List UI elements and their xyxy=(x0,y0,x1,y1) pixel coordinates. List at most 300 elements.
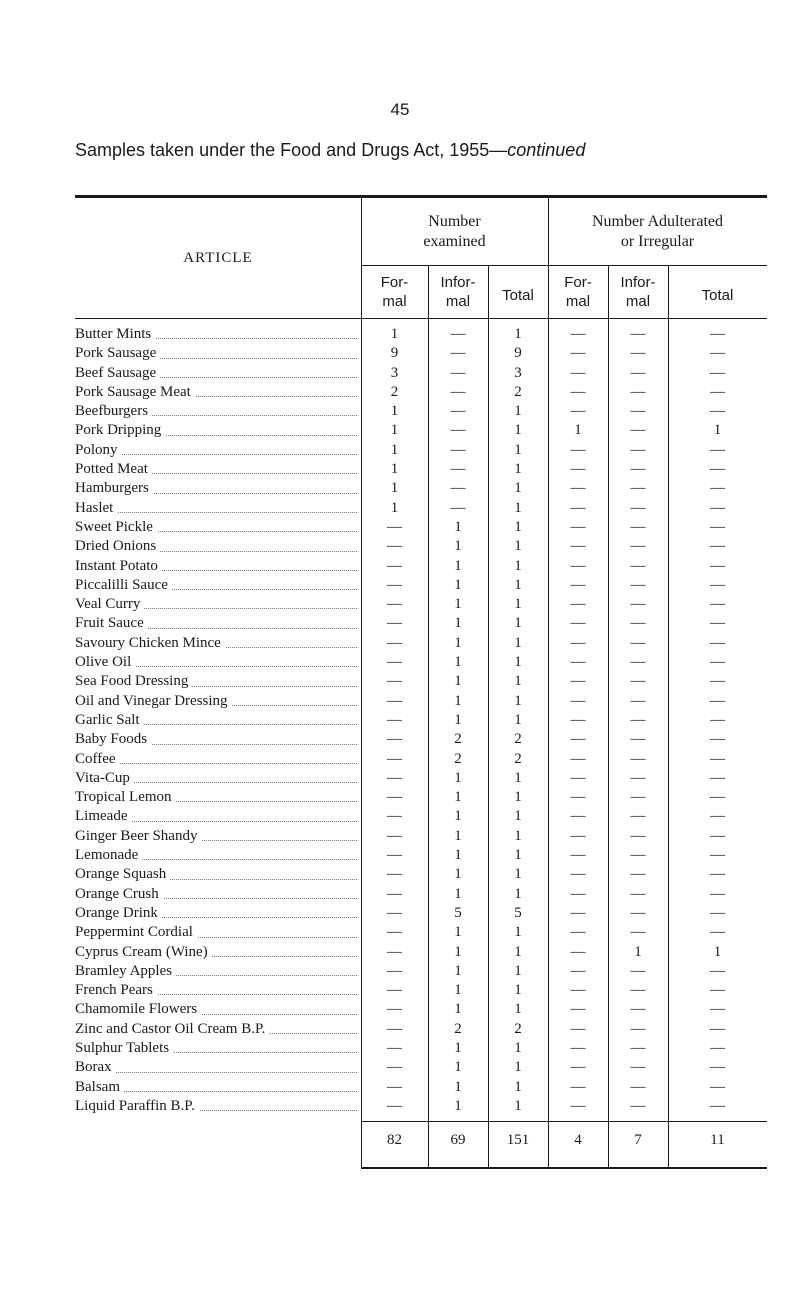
table-row xyxy=(75,672,767,691)
value-cell: — xyxy=(570,557,586,574)
value-cell: 1 xyxy=(514,615,522,632)
value-cell: — xyxy=(570,808,586,825)
value-cell: 2 xyxy=(514,731,522,748)
article-cell xyxy=(75,518,359,537)
value-cell: 1 xyxy=(514,943,522,960)
value-cell: — xyxy=(450,499,466,516)
value-cell: — xyxy=(387,789,402,806)
article-name: Zinc and Castor Oil Cream B.P. xyxy=(75,1021,269,1037)
column-rule xyxy=(548,198,549,1167)
table-row xyxy=(75,344,767,363)
table-row xyxy=(75,537,767,556)
dot-leader xyxy=(75,512,357,513)
value-cell: 1 xyxy=(514,1059,522,1076)
value-cell: — xyxy=(387,634,402,651)
table-row xyxy=(75,1097,767,1116)
table-row xyxy=(75,614,767,633)
value-cell: — xyxy=(387,596,402,613)
table-row xyxy=(75,1020,767,1039)
value-cell: — xyxy=(450,364,466,381)
caption-main: Samples taken under the Food and Drugs Act, 1955 xyxy=(75,140,490,160)
value-cell: — xyxy=(710,924,725,941)
table-row xyxy=(75,865,767,884)
value-cell: — xyxy=(710,1059,725,1076)
examined-header-line2: examined xyxy=(423,232,486,250)
value-cell: — xyxy=(630,1059,646,1076)
value-cell: — xyxy=(630,403,646,420)
article-name: Beef Sausage xyxy=(75,365,160,381)
article-name: Baby Foods xyxy=(75,731,151,747)
value-cell: — xyxy=(570,847,586,864)
value-cell: — xyxy=(570,499,586,516)
value-cell: — xyxy=(570,904,586,921)
sub-header-formal-examined: For- mal xyxy=(380,273,409,310)
value-cell: — xyxy=(570,1020,586,1037)
value-cell: 1 xyxy=(454,518,462,535)
article-cell xyxy=(75,557,359,576)
value-cell: — xyxy=(630,711,646,728)
value-cell: — xyxy=(387,1059,402,1076)
article-name: Haslet xyxy=(75,500,117,516)
article-name: Tropical Lemon xyxy=(75,789,176,805)
value-cell: — xyxy=(570,596,586,613)
value-cell: — xyxy=(710,326,725,342)
article-cell xyxy=(75,904,359,923)
value-cell: 2 xyxy=(390,383,399,400)
article-cell xyxy=(75,981,359,1000)
article-name: Vita-Cup xyxy=(75,770,134,786)
article-cell xyxy=(75,460,359,479)
value-cell: — xyxy=(630,364,646,381)
value-cell: — xyxy=(630,441,646,458)
value-cell: 1 xyxy=(454,654,462,671)
article-name: Sulphur Tablets xyxy=(75,1040,173,1056)
sub-header-informal-adulterated: Infor- mal xyxy=(620,273,656,310)
value-cell: 1 xyxy=(454,634,462,651)
examined-header-line1: Number xyxy=(428,212,481,230)
value-cell: — xyxy=(710,634,725,651)
value-cell: 3 xyxy=(390,364,399,381)
value-cell: — xyxy=(710,403,725,420)
article-name: Beefburgers xyxy=(75,403,152,419)
value-cell: — xyxy=(630,866,646,883)
value-cell: — xyxy=(710,827,725,844)
value-cell: — xyxy=(387,924,402,941)
value-cell: — xyxy=(387,1097,402,1114)
table-row xyxy=(75,460,767,479)
value-cell: 1 xyxy=(454,615,462,632)
table-row xyxy=(75,788,767,807)
value-cell: 1 xyxy=(634,943,642,960)
article-name: Borax xyxy=(75,1059,116,1075)
table-row xyxy=(75,383,767,402)
examined-group-header xyxy=(361,198,548,265)
value-cell: 1 xyxy=(390,403,399,420)
value-cell: — xyxy=(570,576,586,593)
value-cell: — xyxy=(710,982,725,999)
article-name: Pork Sausage Meat xyxy=(75,384,195,400)
value-cell: 1 xyxy=(514,538,522,555)
article-name: Dried Onions xyxy=(75,538,160,554)
value-cell: — xyxy=(710,557,725,574)
value-cell: — xyxy=(630,576,646,593)
article-cell xyxy=(75,614,359,633)
value-cell: — xyxy=(570,345,586,362)
value-cell: — xyxy=(630,596,646,613)
value-cell: 1 xyxy=(514,789,522,806)
table-row xyxy=(75,769,767,788)
table-row xyxy=(75,595,767,614)
value-cell: — xyxy=(570,326,586,342)
table-row xyxy=(75,479,767,498)
value-cell: 1 xyxy=(390,499,399,516)
article-cell xyxy=(75,885,359,904)
value-cell: 3 xyxy=(514,364,522,381)
article-name: Savoury Chicken Mince xyxy=(75,635,225,651)
value-cell: — xyxy=(630,924,646,941)
value-cell: 1 xyxy=(454,576,462,593)
table-row xyxy=(75,499,767,518)
value-cell: — xyxy=(710,673,725,690)
value-cell: — xyxy=(387,847,402,864)
samples-table xyxy=(75,195,767,1148)
article-name: Instant Potato xyxy=(75,558,162,574)
value-cell: — xyxy=(710,769,725,786)
value-cell: — xyxy=(710,383,725,400)
value-cell: 1 xyxy=(454,1059,462,1076)
value-cell: — xyxy=(710,866,725,883)
article-cell xyxy=(75,383,359,402)
value-cell: 1 xyxy=(454,711,462,728)
value-cell: — xyxy=(630,1020,646,1037)
article-name: Pork Dripping xyxy=(75,422,165,438)
value-cell: 1 xyxy=(514,711,522,728)
value-cell: — xyxy=(387,1039,402,1056)
value-cell: — xyxy=(450,422,466,439)
sub-header-formal-adulterated: For- mal xyxy=(564,273,592,310)
value-cell: 1 xyxy=(454,1001,462,1018)
value-cell: 1 xyxy=(454,789,462,806)
value-cell: 5 xyxy=(454,904,462,921)
article-cell xyxy=(75,1097,359,1116)
value-cell: 1 xyxy=(514,326,522,342)
article-cell xyxy=(75,634,359,653)
table-row xyxy=(75,923,767,942)
value-cell: — xyxy=(387,750,402,767)
article-cell xyxy=(75,846,359,865)
value-cell: 1 xyxy=(454,769,462,786)
article-name: Garlic Salt xyxy=(75,712,144,728)
totals-row xyxy=(75,1122,767,1166)
value-cell: — xyxy=(570,480,586,497)
value-cell: — xyxy=(630,345,646,362)
table-row xyxy=(75,885,767,904)
value-cell: 2 xyxy=(454,750,462,767)
value-cell: 1 xyxy=(514,673,522,690)
table-row xyxy=(75,981,767,1000)
value-cell: — xyxy=(570,461,586,478)
value-cell: — xyxy=(450,441,466,458)
value-cell: — xyxy=(710,808,725,825)
value-cell: 1 xyxy=(514,1097,522,1114)
total-cell: 151 xyxy=(506,1132,530,1148)
value-cell: — xyxy=(570,924,586,941)
value-cell: 1 xyxy=(390,422,399,439)
article-cell xyxy=(75,595,359,614)
value-cell: — xyxy=(387,576,402,593)
value-cell: — xyxy=(710,711,725,728)
value-cell: — xyxy=(570,731,586,748)
value-cell: 1 xyxy=(514,634,522,651)
value-cell: — xyxy=(570,885,586,902)
value-cell: — xyxy=(710,480,725,497)
article-cell xyxy=(75,653,359,672)
article-cell xyxy=(75,1039,359,1058)
table-row xyxy=(75,904,767,923)
table-row xyxy=(75,634,767,653)
value-cell: — xyxy=(630,654,646,671)
value-cell: 1 xyxy=(514,962,522,979)
value-cell: — xyxy=(710,461,725,478)
value-cell: — xyxy=(630,982,646,999)
value-cell: — xyxy=(710,885,725,902)
column-rule xyxy=(428,265,429,1167)
value-cell: — xyxy=(710,654,725,671)
value-cell: — xyxy=(630,808,646,825)
value-cell: — xyxy=(710,596,725,613)
value-cell: — xyxy=(710,499,725,516)
value-cell: — xyxy=(710,1001,725,1018)
value-cell: — xyxy=(630,885,646,902)
value-cell: — xyxy=(710,615,725,632)
value-cell: — xyxy=(387,1001,402,1018)
value-cell: — xyxy=(570,383,586,400)
article-name: Polony xyxy=(75,442,122,458)
article-cell xyxy=(75,402,359,421)
table-row xyxy=(75,750,767,769)
value-cell: — xyxy=(710,345,725,362)
value-cell: 1 xyxy=(514,1078,522,1095)
total-cell: 82 xyxy=(387,1132,402,1148)
article-name: Olive Oil xyxy=(75,654,135,670)
article-name: Cyprus Cream (Wine) xyxy=(75,944,212,960)
table-row xyxy=(75,518,767,537)
article-cell xyxy=(75,672,359,691)
table-row xyxy=(75,364,767,383)
value-cell: — xyxy=(387,692,402,709)
article-cell xyxy=(75,730,359,749)
table-caption xyxy=(75,140,585,161)
value-cell: — xyxy=(570,1001,586,1018)
article-name: Limeade xyxy=(75,808,131,824)
value-cell: 1 xyxy=(514,866,522,883)
article-cell xyxy=(75,364,359,383)
value-cell: 1 xyxy=(454,1039,462,1056)
article-name: Orange Squash xyxy=(75,866,170,882)
article-cell xyxy=(75,865,359,884)
value-cell: — xyxy=(630,499,646,516)
value-cell: — xyxy=(570,1078,586,1095)
column-rule xyxy=(361,198,362,1167)
table-row xyxy=(75,692,767,711)
value-cell: 2 xyxy=(514,1020,522,1037)
value-cell: — xyxy=(630,1078,646,1095)
value-cell: — xyxy=(710,731,725,748)
value-cell: — xyxy=(570,827,586,844)
value-cell: 1 xyxy=(514,518,522,535)
value-cell: — xyxy=(630,615,646,632)
value-cell: 1 xyxy=(514,769,522,786)
value-cell: — xyxy=(570,654,586,671)
value-cell: — xyxy=(570,711,586,728)
value-cell: 1 xyxy=(454,538,462,555)
value-cell: — xyxy=(387,769,402,786)
value-cell: — xyxy=(630,461,646,478)
article-cell xyxy=(75,711,359,730)
article-name: Ginger Beer Shandy xyxy=(75,828,201,844)
value-cell: — xyxy=(710,1020,725,1037)
caption-suffix: —continued xyxy=(489,140,586,160)
value-cell: — xyxy=(570,364,586,381)
table-bottom-rule xyxy=(361,1167,767,1169)
table-row xyxy=(75,576,767,595)
value-cell: — xyxy=(570,518,586,535)
value-cell: — xyxy=(387,557,402,574)
article-cell xyxy=(75,1078,359,1097)
value-cell: 1 xyxy=(454,885,462,902)
article-column-header: ARTICLE xyxy=(183,249,253,266)
article-name: Bramley Apples xyxy=(75,963,176,979)
value-cell: — xyxy=(630,326,646,342)
value-cell: 1 xyxy=(390,461,399,478)
table-row xyxy=(75,421,767,440)
article-cell xyxy=(75,750,359,769)
value-cell: — xyxy=(450,461,466,478)
value-cell: — xyxy=(387,518,402,535)
value-cell: — xyxy=(387,943,402,960)
column-rule xyxy=(488,265,489,1167)
value-cell: — xyxy=(387,1020,402,1037)
value-cell: — xyxy=(630,1039,646,1056)
value-cell: — xyxy=(710,441,725,458)
article-name: Sea Food Dressing xyxy=(75,673,192,689)
value-cell: 1 xyxy=(514,692,522,709)
table-row xyxy=(75,325,767,344)
value-cell: 2 xyxy=(454,1020,462,1037)
article-name: Hamburgers xyxy=(75,480,153,496)
value-cell: — xyxy=(570,441,586,458)
adulterated-group-header xyxy=(548,198,767,265)
sub-header-informal-examined: Infor- mal xyxy=(440,273,476,310)
table-row xyxy=(75,730,767,749)
table-row xyxy=(75,962,767,981)
value-cell: — xyxy=(570,538,586,555)
article-name: Orange Drink xyxy=(75,905,162,921)
value-cell: — xyxy=(387,1078,402,1095)
value-cell: — xyxy=(570,634,586,651)
value-cell: 1 xyxy=(514,1001,522,1018)
value-cell: — xyxy=(630,422,646,439)
value-cell: — xyxy=(387,904,402,921)
value-cell: — xyxy=(387,615,402,632)
value-cell: — xyxy=(630,538,646,555)
value-cell: 1 xyxy=(514,403,522,420)
table-row xyxy=(75,653,767,672)
value-cell: 1 xyxy=(454,982,462,999)
article-name: Liquid Paraffin B.P. xyxy=(75,1098,199,1114)
total-cell: 4 xyxy=(574,1132,582,1148)
value-cell: 1 xyxy=(454,1097,462,1114)
value-cell: — xyxy=(710,576,725,593)
value-cell: 1 xyxy=(713,422,722,439)
value-cell: — xyxy=(710,1078,725,1095)
article-name: Orange Crush xyxy=(75,886,163,902)
value-cell: 1 xyxy=(514,480,522,497)
table-row xyxy=(75,441,767,460)
value-cell: 1 xyxy=(390,441,399,458)
value-cell: 1 xyxy=(514,827,522,844)
value-cell: 5 xyxy=(514,904,522,921)
value-cell: 1 xyxy=(454,596,462,613)
value-cell: — xyxy=(630,518,646,535)
article-name: Lemonade xyxy=(75,847,142,863)
article-name: Butter Mints xyxy=(75,326,155,342)
value-cell: 1 xyxy=(390,326,399,342)
value-cell: — xyxy=(710,750,725,767)
value-cell: — xyxy=(630,557,646,574)
table-header xyxy=(75,198,767,319)
article-cell xyxy=(75,827,359,846)
value-cell: 1 xyxy=(514,1039,522,1056)
value-cell: — xyxy=(387,982,402,999)
value-cell: 1 xyxy=(454,962,462,979)
value-cell: 2 xyxy=(514,750,522,767)
value-cell: 1 xyxy=(454,1078,462,1095)
value-cell: — xyxy=(387,827,402,844)
column-rule xyxy=(668,265,669,1167)
value-cell: 1 xyxy=(514,461,522,478)
value-cell: — xyxy=(710,364,725,381)
value-cell: 2 xyxy=(514,383,522,400)
value-cell: 1 xyxy=(514,808,522,825)
value-cell: — xyxy=(387,673,402,690)
value-cell: 1 xyxy=(454,866,462,883)
value-cell: 1 xyxy=(454,808,462,825)
value-cell: — xyxy=(630,847,646,864)
article-cell xyxy=(75,576,359,595)
value-cell: — xyxy=(450,403,466,420)
value-cell: — xyxy=(630,789,646,806)
value-cell: — xyxy=(387,885,402,902)
value-cell: — xyxy=(630,673,646,690)
value-cell: — xyxy=(710,518,725,535)
value-cell: 9 xyxy=(514,345,522,362)
value-cell: 1 xyxy=(390,480,399,497)
article-cell xyxy=(75,923,359,942)
value-cell: 1 xyxy=(574,422,582,439)
article-name: Coffee xyxy=(75,751,120,767)
article-cell xyxy=(75,692,359,711)
table-row xyxy=(75,1058,767,1077)
value-cell: — xyxy=(570,962,586,979)
total-cell: 11 xyxy=(710,1132,725,1148)
value-cell: — xyxy=(450,345,466,362)
value-cell: — xyxy=(630,634,646,651)
article-cell xyxy=(75,1058,359,1077)
adulterated-header-line2: or Irregular xyxy=(620,232,695,250)
value-cell: — xyxy=(570,789,586,806)
article-name: Fruit Sauce xyxy=(75,615,148,631)
